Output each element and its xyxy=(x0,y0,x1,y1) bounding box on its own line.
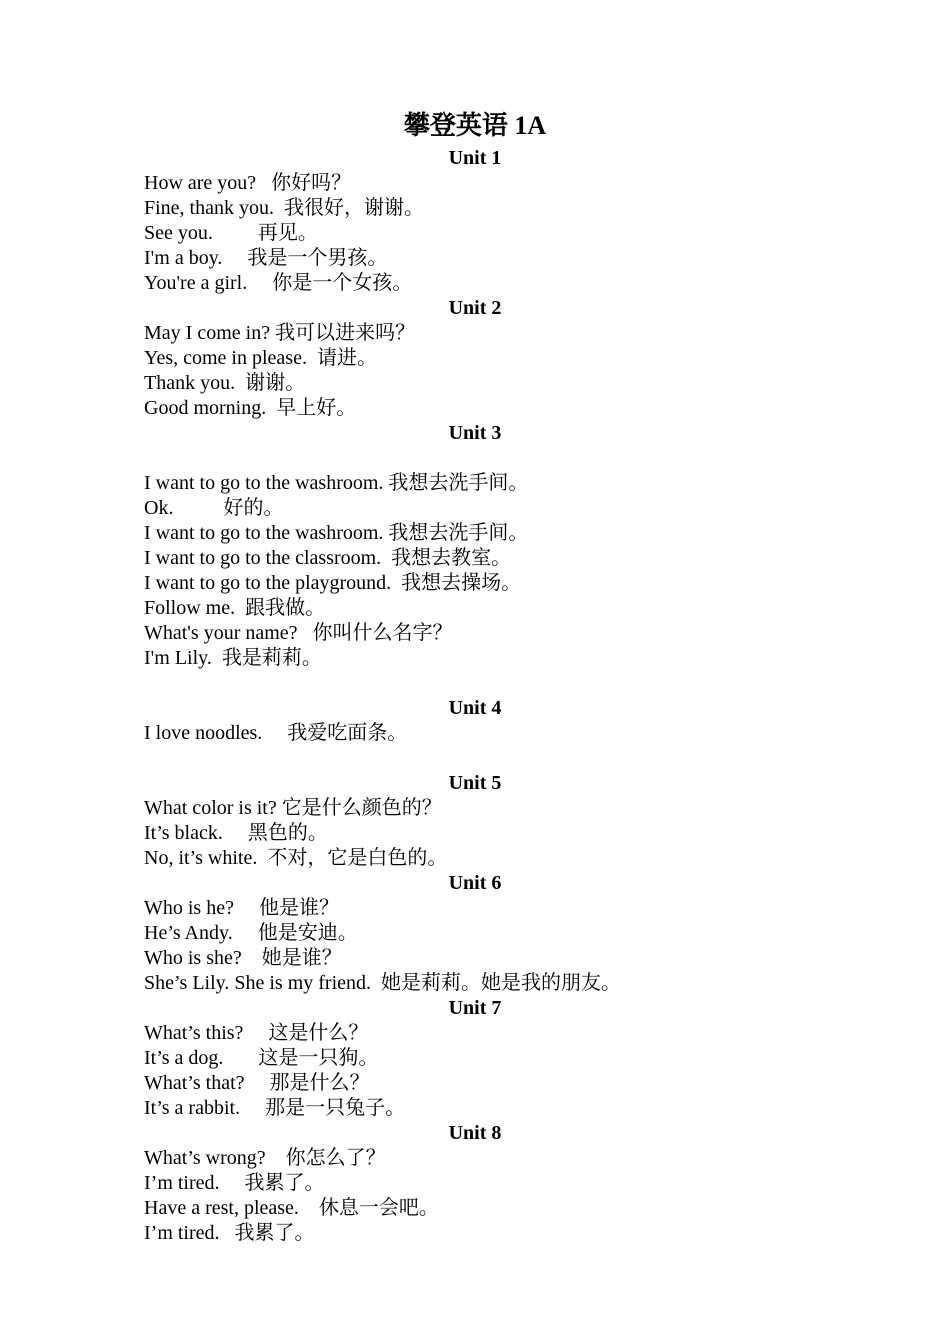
unit-4-heading: Unit 4 xyxy=(448,697,502,719)
unit-3-line-6: Follow me. 跟我做。 xyxy=(144,597,326,619)
document-page xyxy=(144,106,806,1246)
unit-2-heading: Unit 2 xyxy=(448,297,502,319)
blank-line xyxy=(144,446,806,471)
unit-8-line-1: What’s wrong? 你怎么了？ xyxy=(144,1147,386,1169)
unit-3-line-1: I want to go to the washroom. 我想去洗手间。 xyxy=(144,472,529,494)
unit-3-line-3: I want to go to the washroom. 我想去洗手间。 xyxy=(144,522,529,544)
unit-3-line-8: I'm Lily. 我是莉莉。 xyxy=(144,647,322,669)
unit-3-line-5: I want to go to the playground. 我想去操场。 xyxy=(144,572,522,594)
blank-line xyxy=(144,746,806,771)
unit-2-line-3: Thank you. 谢谢。 xyxy=(144,372,306,394)
unit-1-line-4: I'm a boy. 我是一个男孩。 xyxy=(144,247,388,269)
unit-1-line-1: How are you? 你好吗？ xyxy=(144,172,352,194)
unit-6-line-1: Who is he? 他是谁？ xyxy=(144,897,339,919)
unit-6-line-2: He’s Andy. 他是安迪。 xyxy=(144,922,358,944)
unit-5-heading: Unit 5 xyxy=(448,772,502,794)
unit-6-heading: Unit 6 xyxy=(448,872,502,894)
unit-7-heading: Unit 7 xyxy=(448,997,502,1019)
unit-1-line-2: Fine, thank you. 我很好，谢谢。 xyxy=(144,197,424,219)
unit-1-line-3: See you. 再见。 xyxy=(144,222,318,244)
unit-8-heading: Unit 8 xyxy=(448,1122,502,1144)
unit-8-line-2: I’m tired. 我累了。 xyxy=(144,1172,325,1194)
unit-6-line-4: She’s Lily. She is my friend. 她是莉莉。她是我的朋友。 xyxy=(144,972,622,994)
unit-7-line-2: It’s a dog. 这是一只狗。 xyxy=(144,1047,379,1069)
document-title: 攀登英语 1A xyxy=(403,111,547,140)
unit-5-line-3: No, it’s white. 不对，它是白色的。 xyxy=(144,847,448,869)
unit-6-line-3: Who is she? 她是谁？ xyxy=(144,947,342,969)
unit-5-line-2: It’s black. 黑色的。 xyxy=(144,822,328,844)
blank-line xyxy=(144,671,806,696)
unit-1-heading: Unit 1 xyxy=(448,147,502,169)
unit-4-line-1: I love noodles. 我爱吃面条。 xyxy=(144,722,408,744)
unit-7-line-3: What’s that? 那是什么？ xyxy=(144,1072,370,1094)
unit-3-line-4: I want to go to the classroom. 我想去教室。 xyxy=(144,547,512,569)
unit-7-line-4: It’s a rabbit. 那是一只兔子。 xyxy=(144,1097,406,1119)
unit-2-line-2: Yes, come in please. 请进。 xyxy=(144,347,377,369)
unit-5-line-1: What color is it? 它是什么颜色的？ xyxy=(144,797,442,819)
unit-8-line-4: I’m tired. 我累了。 xyxy=(144,1222,315,1244)
unit-8-line-3: Have a rest, please. 休息一会吧。 xyxy=(144,1197,439,1219)
unit-2-line-1: May I come in? 我可以进来吗？ xyxy=(144,322,416,344)
unit-3-line-7: What's your name? 你叫什么名字？ xyxy=(144,622,453,644)
unit-2-line-4: Good morning. 早上好。 xyxy=(144,397,357,419)
unit-3-line-2: Ok. 好的。 xyxy=(144,497,284,519)
unit-3-heading: Unit 3 xyxy=(448,422,502,444)
unit-7-line-1: What’s this? 这是什么？ xyxy=(144,1022,369,1044)
unit-1-line-5: You're a girl. 你是一个女孩。 xyxy=(144,272,413,294)
